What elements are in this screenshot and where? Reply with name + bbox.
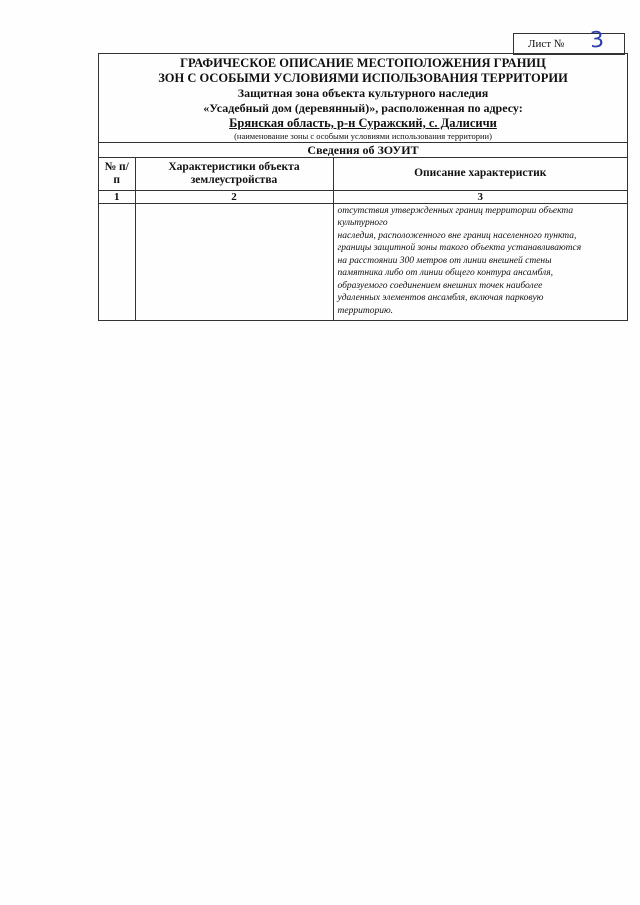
column-number-3: 3 [333,190,627,203]
sheet-number-box [513,33,625,55]
description-line: границы защитной зоны такого объекта устанавливаются [337,243,582,253]
description-line: территорию. [337,305,394,316]
description-line: наследия, расположенного вне границ населенного пункта, [337,230,577,241]
description-line: на расстоянии 300 метров от линии внешней стены [337,255,552,266]
sheet-number: 3 [589,27,605,54]
column-header-description: Описание характеристик [333,158,627,190]
column-header-characteristic: Характеристики объекта землеустройства [135,158,333,190]
table-header-row [99,158,627,190]
zone-name-line: Защитная зона объекта культурного наследия [237,86,489,100]
column-number-2: 2 [135,190,333,203]
description-line: удаленных элементов ансамбля, включая парковую [337,293,544,303]
section-title: Сведения об ЗОУИТ [307,143,419,157]
description-line: памятника либо от линии общего контура ансамбля, [337,268,553,278]
object-name-line: «Усадебный дом (деревянный)», расположенная по адресу: [203,101,523,115]
document-header [99,54,627,142]
zone-caption: (наименование зоны с особыми условиями использования территории) [234,131,492,141]
column-header-number: № п/п [99,158,135,190]
description-line: отсутствия утвержденных границ территории объекта [337,205,574,216]
column-number-1: 1 [99,190,135,203]
document-frame [98,53,628,321]
title-line-1: ГРАФИЧЕСКОЕ ОПИСАНИЕ МЕСТОПОЛОЖЕНИЯ ГРАНИЦ [180,56,546,70]
zouit-table [99,158,627,320]
address-line: Брянская область, р-н Суражский, с. Далисичи [229,116,497,130]
row-number-cell [99,203,135,320]
row-characteristic-cell [135,203,333,320]
description-line: культурного [337,218,388,228]
sheet-label: Лист № [528,38,565,50]
description-line: образуемого соединением внешних точек наиболее [337,280,543,291]
row-description-cell [333,203,627,320]
title-line-2: ЗОН С ОСОБЫМИ УСЛОВИЯМИ ИСПОЛЬЗОВАНИЯ ТЕРРИТОРИИ [158,71,568,85]
table-row [99,203,627,320]
column-numbers-row [99,190,627,203]
